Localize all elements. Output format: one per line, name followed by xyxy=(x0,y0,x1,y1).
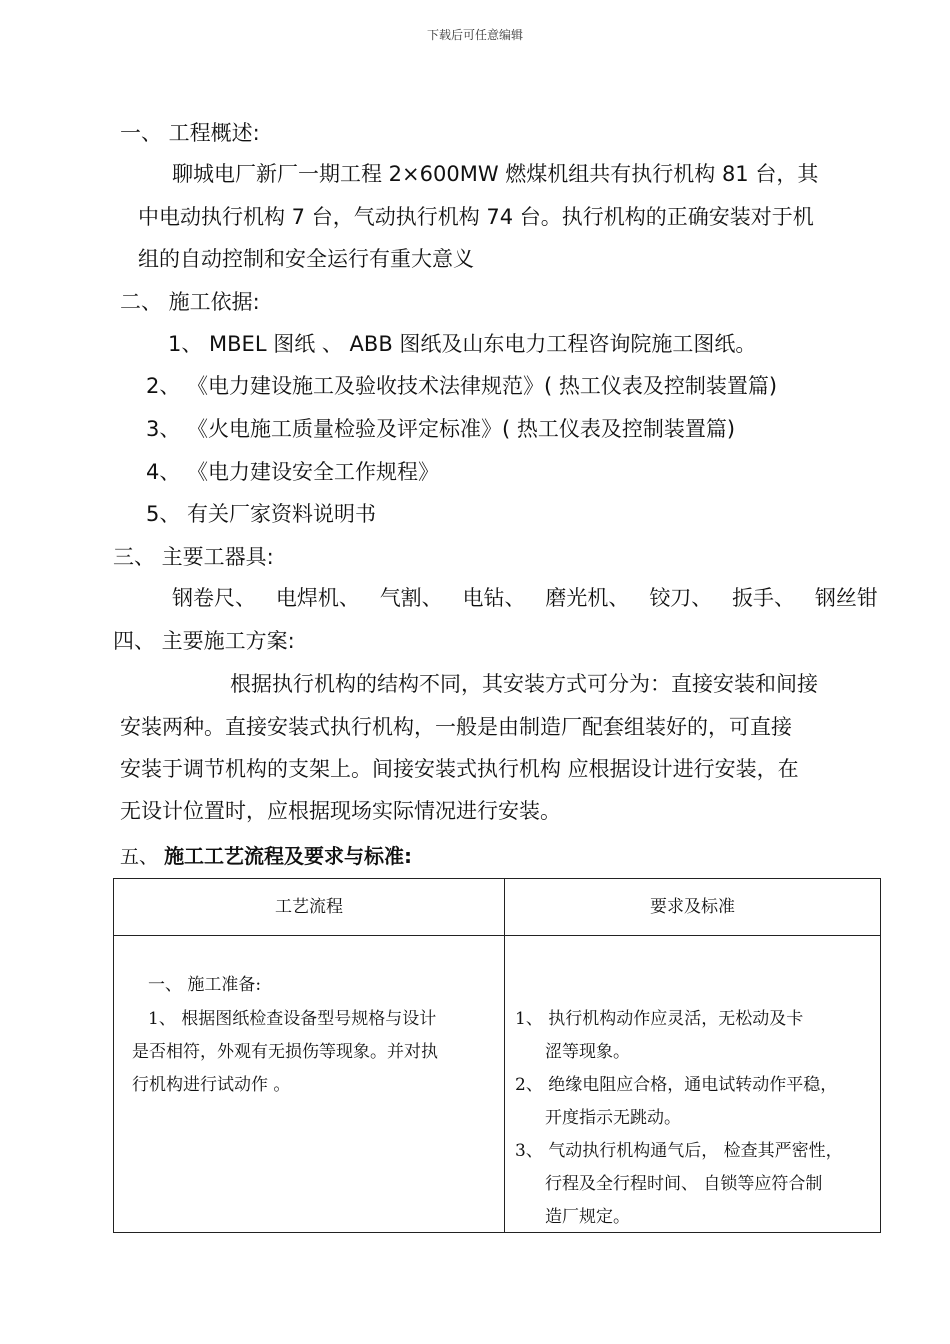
requirement-line: 3、 气动执行机构通气后， 检查其严密性， xyxy=(515,1141,843,1161)
tool-item: 钢卷尺、 xyxy=(172,586,256,610)
section-2-item-5: 5、 有关厂家资料说明书 xyxy=(146,502,377,526)
table-row xyxy=(114,936,881,1233)
requirement-line: 行程及全行程时间、 自锁等应符合制 xyxy=(545,1174,823,1194)
section-1-line-2: 中电动执行机构 7 台，气动执行机构 74 台。执行机构的正确安装对于机 xyxy=(138,205,814,229)
section-5-heading: 施工工艺流程及要求与标准: xyxy=(164,844,413,868)
requirement-line: 开度指示无跳动。 xyxy=(545,1108,681,1128)
header-requirements: 要求及标准 xyxy=(505,879,881,936)
process-cell xyxy=(114,936,505,1233)
tool-item: 气割、 xyxy=(379,586,443,610)
section-3-title: 三、 主要工器具: xyxy=(113,545,274,569)
section-4-title: 四、 主要施工方案: xyxy=(113,629,295,653)
tool-item: 电焊机、 xyxy=(275,586,360,610)
tool-item: 电钻、 xyxy=(462,586,526,610)
process-line: 是否相符，外观有无损伤等现象。并对执 xyxy=(132,1042,438,1062)
section-5-title xyxy=(120,840,412,869)
section-4-line-2: 安装两种。直接安装式执行机构，一般是由制造厂配套组装好的，可直接 xyxy=(120,715,792,739)
requirement-line: 涩等现象。 xyxy=(545,1042,630,1062)
page-header: 下载后可任意编辑 xyxy=(426,28,523,42)
table-header-row xyxy=(114,879,881,936)
section-2-item-1: 1、 MBEL 图纸 、 ABB 图纸及山东电力工程咨询院施工图纸。 xyxy=(168,332,757,356)
tool-item: 磨光机、 xyxy=(545,586,630,610)
section-1-line-3: 组的自动控制和安全运行有重大意义 xyxy=(138,247,474,271)
tools-list xyxy=(172,582,878,612)
section-1-line-1: 聊城电厂新厂一期工程 2×600MW 燃煤机组共有执行机构 81 台，其 xyxy=(172,162,819,186)
section-2-item-4: 4、 《电力建设安全工作规程》 xyxy=(146,460,440,484)
process-line: 行机构进行试动作 。 xyxy=(132,1075,291,1095)
tool-item: 铰刀、 xyxy=(649,586,713,610)
tool-item: 钢丝钳 xyxy=(814,586,878,610)
process-line: 一、 施工准备: xyxy=(148,975,262,995)
section-4-line-4: 无设计位置时，应根据现场实际情况进行安装。 xyxy=(120,799,561,823)
requirement-line: 1、 执行机构动作应灵活，无松动及卡 xyxy=(515,1009,804,1029)
requirement-line: 2、 绝缘电阻应合格，通电试转动作平稳， xyxy=(515,1075,838,1095)
requirement-line: 造厂规定。 xyxy=(545,1207,630,1227)
section-4-line-3: 安装于调节机构的支架上。间接安装式执行机构 应根据设计进行安装，在 xyxy=(120,757,799,781)
requirements-cell xyxy=(505,936,881,1233)
section-4-line-1: 根据执行机构的结构不同，其安装方式可分为：直接安装和间接 xyxy=(230,672,818,696)
section-5-number: 五、 xyxy=(120,846,159,868)
tool-item: 扳手、 xyxy=(732,586,796,610)
process-table xyxy=(113,878,881,1233)
section-2-item-2: 2、 《电力建设施工及验收技术法律规范》( 热工仪表及控制装置篇) xyxy=(146,374,778,398)
process-line: 1、 根据图纸检查设备型号规格与设计 xyxy=(148,1009,437,1029)
section-1-title: 一、 工程概述: xyxy=(120,121,260,145)
section-2-item-3: 3、 《火电施工质量检验及评定标准》( 热工仪表及控制装置篇) xyxy=(146,417,736,441)
section-2-title: 二、 施工依据: xyxy=(120,290,260,314)
header-process: 工艺流程 xyxy=(114,879,505,936)
